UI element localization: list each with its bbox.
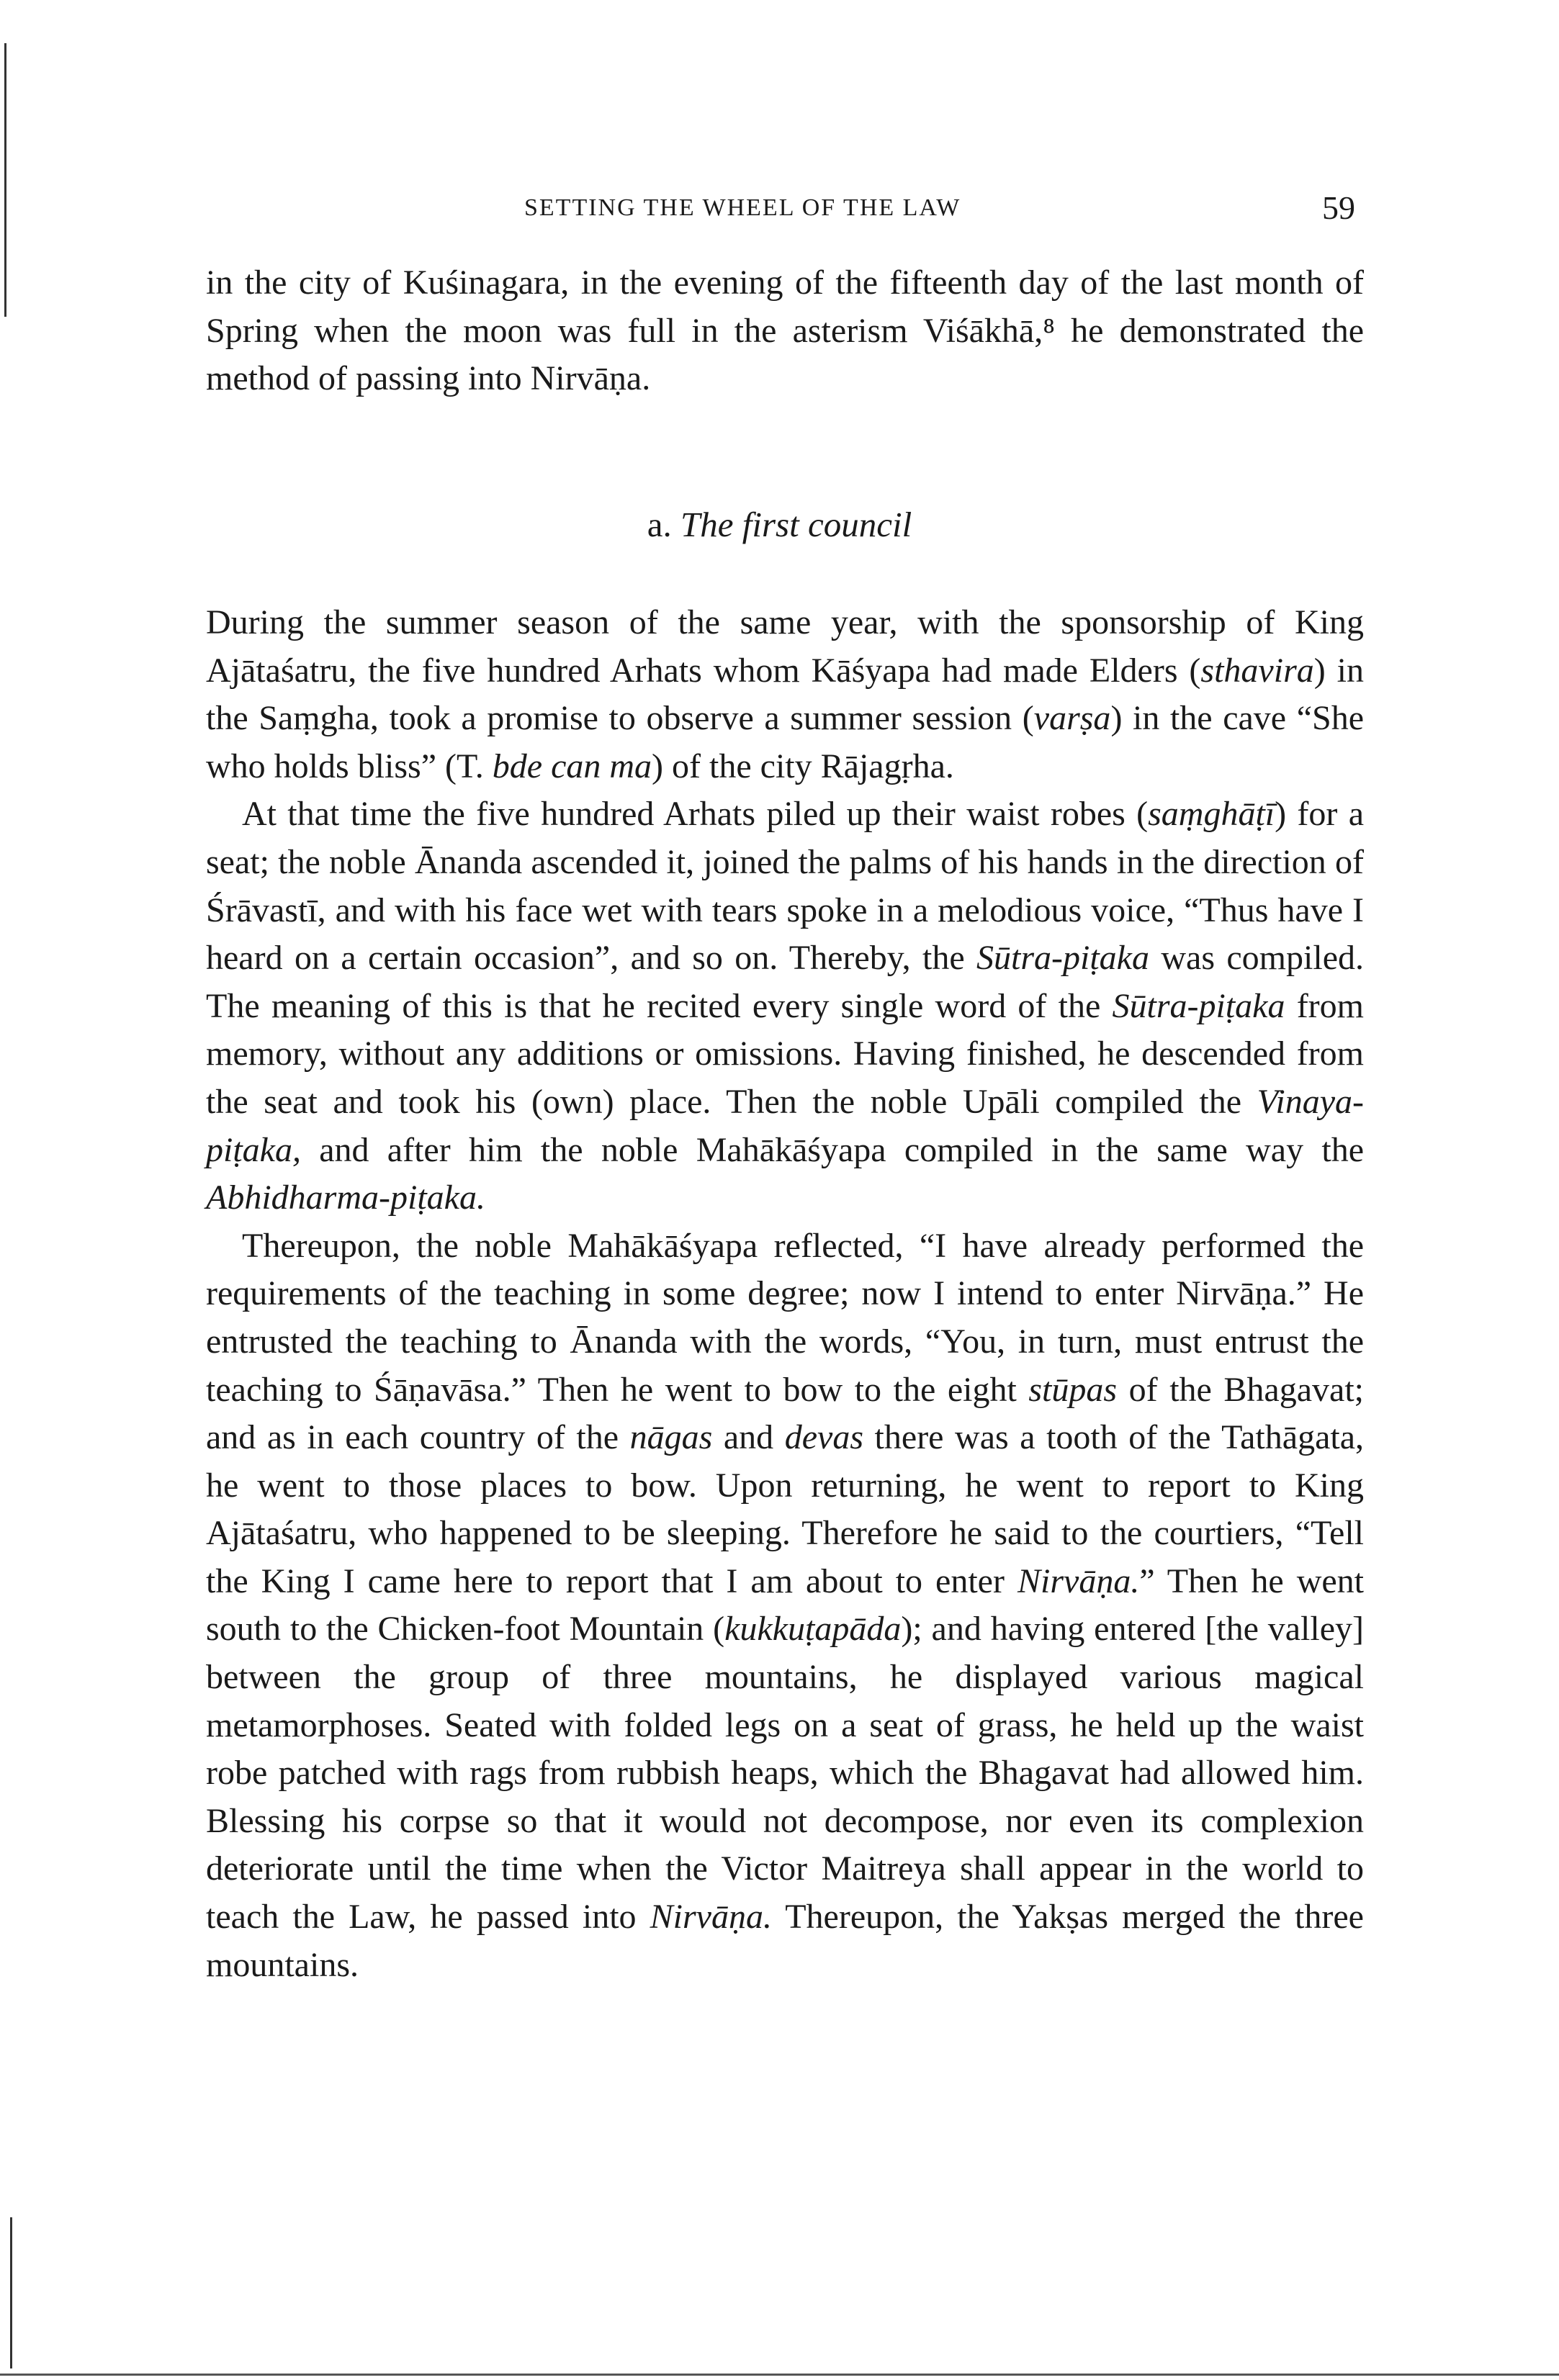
text-run: Thereupon, the Yakṣas merged the three mountains. (206, 1898, 1364, 1984)
text-run: At that time the five hundred Arhats piled up their waist robes ( (242, 795, 1149, 834)
section-label: a. (647, 505, 672, 544)
italic-term: bde can ma (492, 747, 652, 785)
body-text (206, 599, 1364, 1989)
scan-edge-mark-lower (10, 2217, 12, 2368)
italic-term: varṣa (1033, 699, 1111, 738)
text-run: ) for a seat; the noble Ānanda ascended it, joined the palms of his hands in the direction of Śrāvastī, and with his face wet with tears spoke in a melodious voice, “Thus have I heard on a certain occasion”, and so on. Thereby, the (206, 795, 1365, 978)
italic-term: stūpas (1028, 1370, 1118, 1409)
scan-edge-mark (4, 43, 6, 317)
text-run: ) in the cave “She who holds bliss” (T. (206, 699, 1365, 785)
text-run: and (712, 1418, 785, 1457)
text-run: ” Then he went south to the Chicken-foot Mountain ( (206, 1561, 1365, 1649)
italic-term: Sūtra-piṭaka (976, 939, 1149, 978)
text-run: ) in the Saṃgha, took a promise to observe a summer session ( (206, 651, 1364, 738)
paragraph-3 (206, 1222, 1364, 1990)
intro-paragraph: in the city of Kuśinagara, in the evening of the fifteenth day of the last month of Spring when the moon was full in the asterism Viśākhā,⁸ he demonstrated the method of passing into Nirvāṇa. (206, 263, 1364, 398)
italic-term: Abhidharma-piṭaka. (206, 1178, 485, 1217)
text-run: During the summer season of the same year, with the sponsorship of King Ajātaśatru, the five hundred Arhats whom Kāśyapa had made Elders ( (206, 603, 1364, 690)
section-heading (0, 504, 1559, 545)
text-run: was compiled. The meaning of this is that he recited every single word of the (206, 939, 1364, 1025)
text-run: there was a tooth of the Tathāgata, he went to those places to bow. Upon returning, he went to report to King Ajātaśatru, who happened to be sleeping. Therefore he said to the courtiers, “Tell the King I came here to report that I am about to enter (206, 1418, 1365, 1600)
text-run: and after him the noble Mahākāśyapa compiled in the same way the (300, 1130, 1364, 1169)
scan-bottom-edge (0, 2374, 1559, 2376)
italic-term: saṃghāṭī (1148, 795, 1275, 834)
page-number: 59 (1322, 189, 1355, 226)
paragraph-2 (206, 790, 1364, 1222)
text-run: from memory, without any additions or omissions. Having finished, he descended from the seat and took his (own) place. Then the noble Upāli compiled the (206, 986, 1364, 1121)
italic-term: Vinaya-piṭaka, (206, 1082, 1364, 1169)
italic-term: Sūtra-piṭaka (1112, 986, 1285, 1025)
italic-term: kukkuṭapāda (724, 1610, 902, 1649)
paragraph-1 (206, 599, 1364, 790)
section-title: The first council (680, 505, 912, 544)
italic-term: Nirvāṇa. (650, 1898, 772, 1937)
italic-term: Nirvāṇa. (1017, 1561, 1140, 1600)
text-run: ); and having entered [the valley] between the group of three mountains, he displayed various magical metamorphoses. Seated with folded legs on a seat of grass, he held up the waist robe patched with rags from rubbish heaps, which the Bhagavat had allowed him. Blessing his corpse so that it would not decompose, nor even its complexion deteriorate until the time when the Victor Maitreya shall appear in the world to teach the Law, he passed into (206, 1610, 1364, 1937)
text-run: ) of the city Rājagṛha. (652, 747, 954, 785)
italic-term: nāgas (629, 1418, 713, 1457)
text-run: of the Bhagavat; and as in each country of the (206, 1370, 1365, 1457)
text-run: Thereupon, the noble Mahākāśyapa reflected, “I have already performed the requirements of the teaching in some degree; now I intend to enter Nirvāṇa.” He entrusted the teaching to Ānanda with the words, “You, in turn, must entrust the teaching to Śāṇavāsa.” Then he went to bow to the eight (206, 1226, 1364, 1409)
running-head: SETTING THE WHEEL OF THE LAW (524, 194, 961, 221)
italic-term: devas (784, 1418, 864, 1457)
italic-term: sthavira (1200, 651, 1314, 690)
